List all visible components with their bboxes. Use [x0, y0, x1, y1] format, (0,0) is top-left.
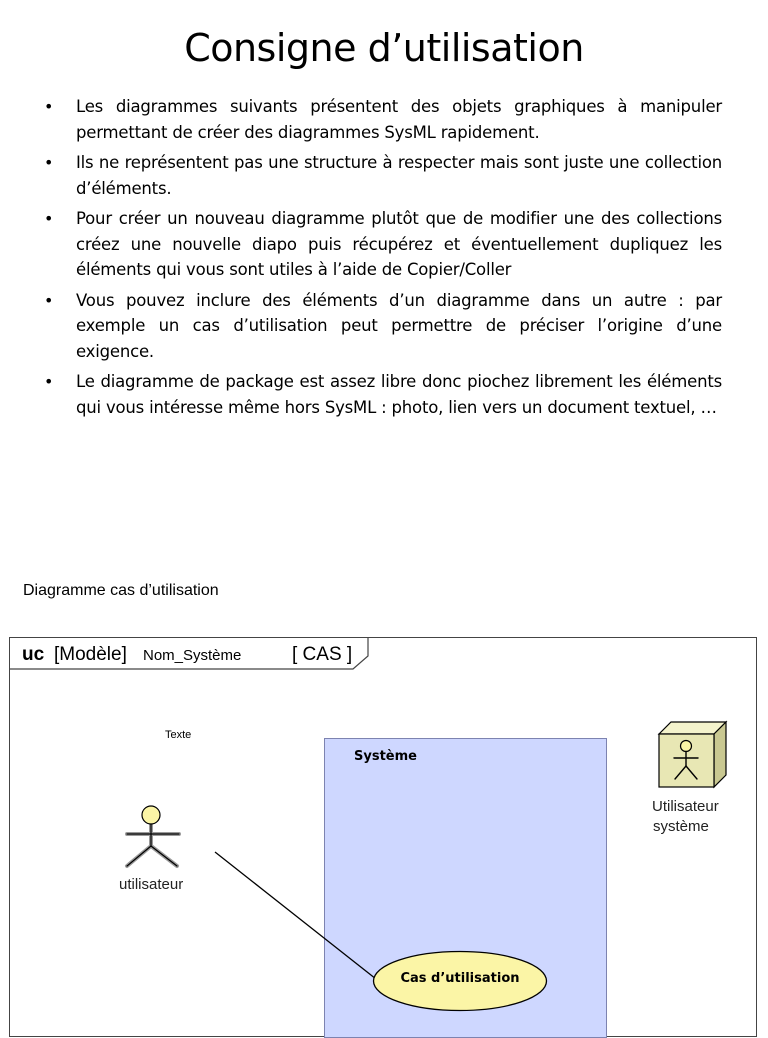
text-note[interactable]: Texte — [165, 729, 192, 741]
frame-model: [Modèle] — [54, 644, 127, 665]
instruction-item — [40, 288, 722, 365]
instruction-text: Les diagrammes suivants présentent des objets graphiques à manipuler permettant de créer des diagrammes SysML rapidement. — [76, 97, 722, 142]
actor-system-label-line: Utilisateur — [652, 798, 719, 815]
actor-system-label — [652, 797, 719, 837]
instruction-text: Le diagramme de package est assez libre donc piochez librement les éléments qui vous intéresse même hors SysML : photo, lien vers un document textuel, … — [76, 372, 722, 417]
instruction-text: Vous pouvez inclure des éléments d’un diagramme dans un autre : par exemple un cas d’utilisation peut permettre de préciser l’origine d’une exigence. — [76, 290, 722, 361]
frame-header-tab — [10, 638, 380, 672]
actor-system-label-line: système — [653, 818, 709, 835]
frame-kind: uc — [22, 644, 45, 665]
page-title: Consigne d’utilisation — [184, 26, 584, 70]
bullet-marker: • — [44, 97, 54, 116]
actor-stick-figure-icon — [115, 802, 187, 872]
instruction-text: Ils ne représentent pas une structure à respecter mais sont juste une collection d’éléments. — [76, 153, 722, 198]
system-boundary-label: Système — [354, 749, 417, 764]
instruction-item — [40, 94, 722, 145]
frame-cas: [ CAS ] — [292, 644, 353, 665]
bullet-marker: • — [44, 209, 54, 228]
instruction-item — [40, 150, 722, 201]
bullet-marker: • — [44, 372, 54, 391]
instruction-text: Pour créer un nouveau diagramme plutôt que de modifier une des collections créez une nouvelle diapo puis récupérez et éventuellement dupliquez les éléments qui vous sont utiles à l’aide de Copier/Coller — [76, 209, 722, 279]
instruction-item — [40, 369, 722, 420]
frame-system-name: Nom_Système — [143, 647, 242, 664]
bullet-marker: • — [44, 153, 54, 172]
actor-user-label: utilisateur — [119, 876, 184, 893]
use-case[interactable] — [372, 950, 548, 1012]
bullet-marker: • — [44, 290, 54, 310]
system-actor-cube-icon — [656, 720, 728, 790]
use-case-label: Cas d’utilisation — [400, 971, 520, 986]
instruction-item — [40, 206, 722, 283]
instruction-list — [40, 94, 722, 425]
actor-user[interactable] — [115, 802, 187, 872]
section-title: Diagramme cas d’utilisation — [23, 582, 219, 599]
actor-system[interactable] — [656, 720, 728, 790]
